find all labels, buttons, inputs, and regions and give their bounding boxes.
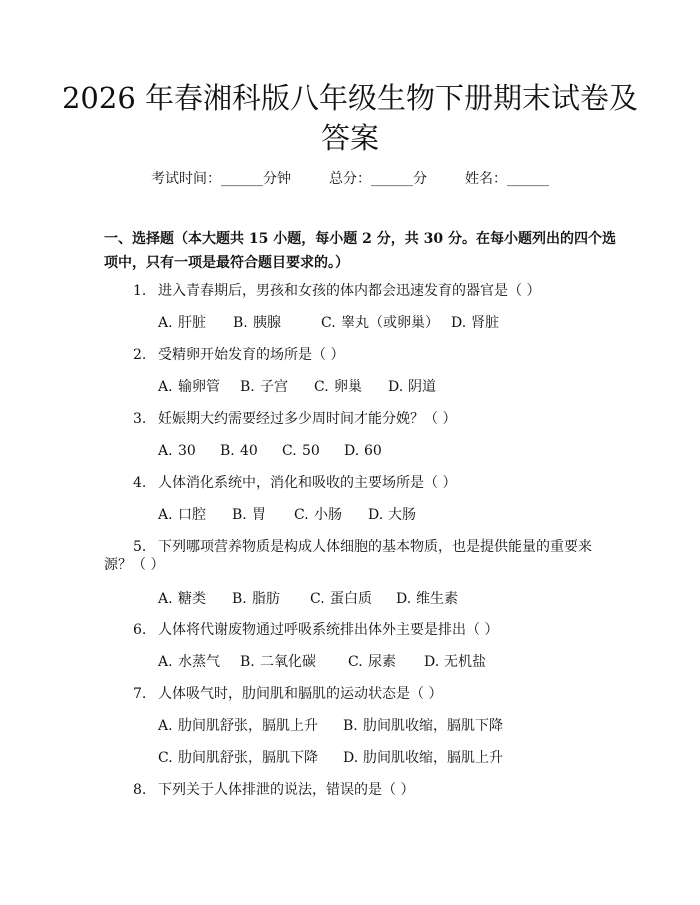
question-text-continued: 源？（ ） [104,557,165,573]
exam-meta [0,170,700,188]
question-4-options [158,506,416,524]
question-text: 人体吸气时，肋间肌和膈肌的运动状态是（ ） [158,686,443,702]
exam-time-field: 考试时间：______分钟 [151,171,291,187]
question-text: 下列哪项营养物质是构成人体细胞的基本物质，也是提供能量的重要来 [158,539,592,555]
section-heading [104,229,664,273]
question-text: 人体将代谢废物通过呼吸系统排出体外主要是排出（ ） [158,622,499,638]
option-c: C. 尿素 [348,654,396,670]
option-a: A. 肝脏 [158,315,206,331]
question-text: 妊娠期大约需要经过多少周时间才能分娩？（ ） [158,411,457,427]
option-c: C. 蛋白质 [310,591,372,607]
option-a: A. 输卵管 [158,379,220,395]
question-3 [133,410,456,428]
option-d: D. 阴道 [388,379,436,395]
option-d: D. 维生素 [396,591,458,607]
question-6-options [158,653,486,671]
question-4 [133,474,456,492]
question-1-options [158,314,499,332]
option-a: A. 口腔 [158,507,206,523]
question-number: 8. [133,782,147,798]
option-c: C. 小肠 [294,507,342,523]
question-1 [133,282,540,300]
question-number: 5. [133,539,147,555]
page-title [0,78,700,158]
student-name-field: 姓名：______ [465,171,549,187]
option-b: B. 二氧化碳 [240,654,316,670]
question-text: 下列关于人体排泄的说法，错误的是（ ） [158,782,415,798]
option-d: D. 无机盐 [424,654,486,670]
option-d: D. 大肠 [368,507,416,523]
option-d: D. 肾脏 [451,315,499,331]
option-b: B. 胰腺 [233,315,281,331]
question-7 [133,685,442,703]
question-text: 进入青春期后，男孩和女孩的体内都会迅速发育的器官是（ ） [158,283,541,299]
question-number: 4. [133,475,147,491]
question-2 [133,346,344,364]
option-a: A. 水蒸气 [158,654,220,670]
title-line-1: 2026 年春湘科版八年级生物下册期末试卷及 [61,81,639,115]
option-a: A. 糖类 [158,591,206,607]
question-number: 7. [133,686,147,702]
option-b: B. 子宫 [240,379,288,395]
section-heading-line-1: 一、选择题（本大题共 15 小题，每小题 2 分，共 30 分。在每小题列出的四个选 [104,231,616,247]
option-b: B. 脂肪 [232,591,280,607]
total-score-field: 总分：______分 [329,171,427,187]
section-heading-line-2: 项中，只有一项是最符合题目要求的。） [104,255,349,271]
option-b: B. 胃 [232,507,266,523]
question-7-options-row-1 [158,717,503,735]
question-number: 3. [133,411,147,427]
question-3-options [158,442,382,460]
question-5-options [158,590,458,608]
option-c: C. 睾丸（或卵巢） [321,315,439,331]
question-7-options-row-2 [158,749,503,767]
option-c: C. 50 [282,443,320,459]
question-number: 6. [133,622,147,638]
option-c: C. 肋间肌舒张，膈肌下降 [158,750,318,766]
option-b: B. 40 [220,443,258,459]
question-5-continued [104,556,164,574]
option-a: A. 30 [158,443,196,459]
question-5 [133,538,592,556]
question-number: 2. [133,347,147,363]
question-text: 人体消化系统中，消化和吸收的主要场所是（ ） [158,475,457,491]
option-a: A. 肋间肌舒张，膈肌上升 [158,718,318,734]
question-6 [133,621,498,639]
question-2-options [158,378,436,396]
option-b: B. 肋间肌收缩，膈肌下降 [343,718,503,734]
option-c: C. 卵巢 [314,379,362,395]
question-8 [133,781,414,799]
question-text: 受精卵开始发育的场所是（ ） [158,347,345,363]
option-d: D. 60 [344,443,382,459]
question-number: 1. [133,283,147,299]
option-d: D. 肋间肌收缩，膈肌上升 [343,750,503,766]
title-line-2: 答案 [320,121,379,155]
